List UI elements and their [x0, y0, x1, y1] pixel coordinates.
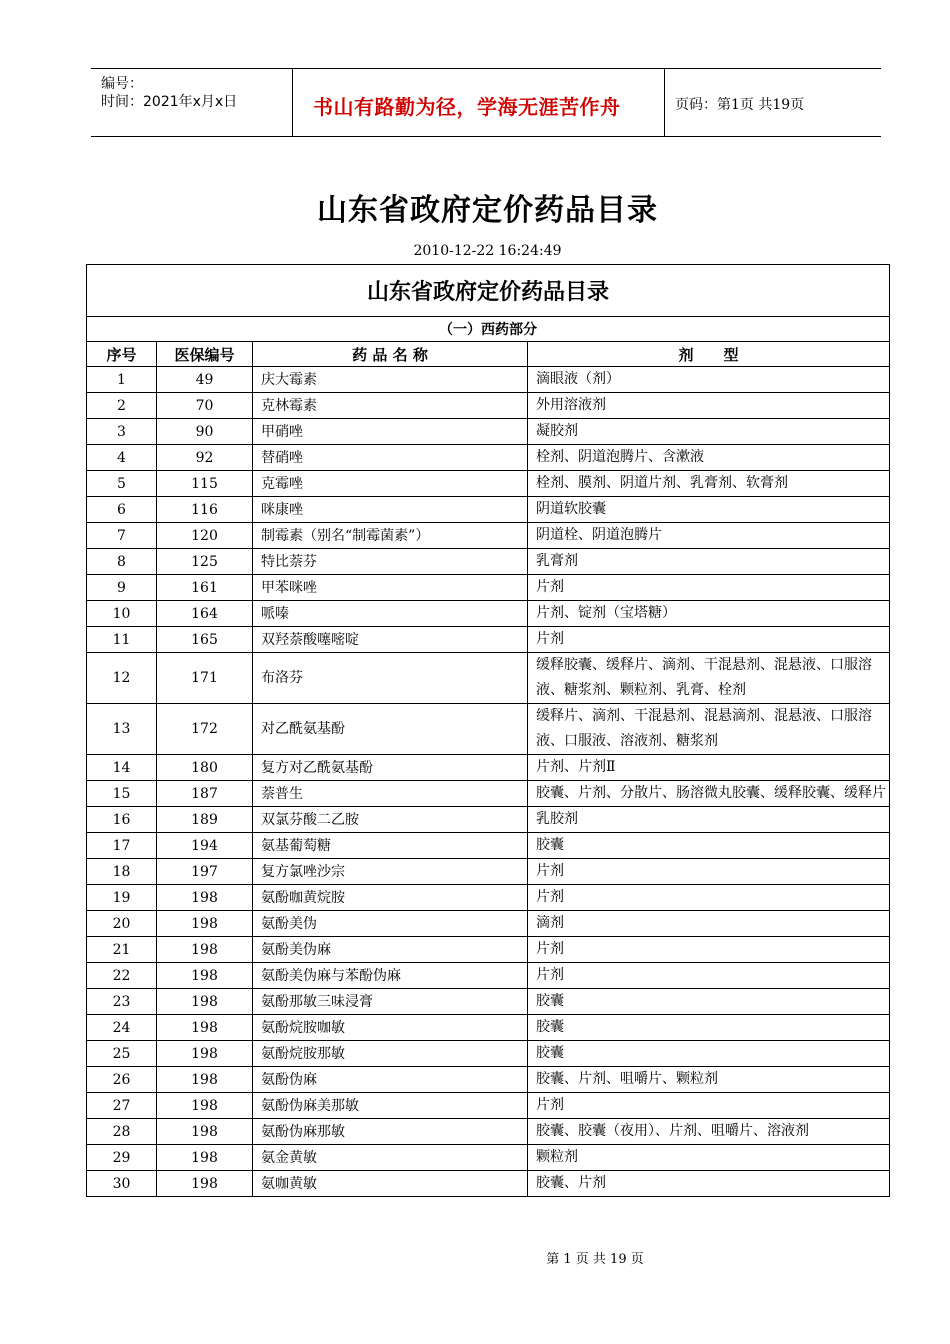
table-row [87, 653, 890, 704]
cell-index: 22 [87, 963, 157, 989]
header-slogan: 书山有路勤为径，学海无涯苦作舟 [313, 95, 621, 119]
footer-page-text: 第 1 页 共 19 页 [546, 1252, 644, 1267]
cell-index: 1 [87, 367, 157, 393]
table-row [87, 963, 890, 989]
table-row [87, 471, 890, 497]
header-page-cell [665, 69, 881, 136]
cell-dosage-form: 栓剂、阴道泡腾片、含漱液 [528, 445, 890, 471]
cell-drug-name: 甲苯咪唑 [253, 575, 528, 601]
cell-drug-name: 复方对乙酰氨基酚 [253, 755, 528, 781]
cell-insurance-code: 180 [157, 755, 253, 781]
cell-drug-name: 对乙酰氨基酚 [253, 704, 528, 755]
cell-drug-name: 氨酚烷胺那敏 [253, 1041, 528, 1067]
cell-dosage-form: 胶囊、片剂、咀嚼片、颗粒剂 [528, 1067, 890, 1093]
cell-drug-name: 庆大霉素 [253, 367, 528, 393]
table-row [87, 833, 890, 859]
cell-dosage-form: 滴剂 [528, 911, 890, 937]
cell-dosage-form: 片剂、锭剂（宝塔糖） [528, 601, 890, 627]
number-label: 编号： [101, 76, 143, 92]
cell-insurance-code: 189 [157, 807, 253, 833]
column-header-insurance-code: 医保编号 [157, 342, 253, 367]
table-row [87, 885, 890, 911]
cell-dosage-form: 片剂、片剂Ⅱ [528, 755, 890, 781]
cell-insurance-code: 187 [157, 781, 253, 807]
cell-drug-name: 复方氯唑沙宗 [253, 859, 528, 885]
cell-drug-name: 氨酚烷胺咖敏 [253, 1015, 528, 1041]
cell-index: 18 [87, 859, 157, 885]
column-header-index: 序号 [87, 342, 157, 367]
cell-insurance-code: 116 [157, 497, 253, 523]
table-section-row [87, 317, 890, 342]
cell-insurance-code: 198 [157, 1171, 253, 1197]
cell-dosage-form: 滴眼液（剂） [528, 367, 890, 393]
table-row [87, 911, 890, 937]
drug-catalog-table [86, 264, 890, 1197]
cell-drug-name: 氨基葡萄糖 [253, 833, 528, 859]
cell-insurance-code: 197 [157, 859, 253, 885]
cell-index: 30 [87, 1171, 157, 1197]
cell-dosage-form: 片剂 [528, 885, 890, 911]
cell-dosage-form: 胶囊、片剂 [528, 1171, 890, 1197]
time-label: 时间：2021年x月x日 [101, 94, 238, 110]
cell-insurance-code: 198 [157, 1119, 253, 1145]
table-row [87, 989, 890, 1015]
table-row [87, 367, 890, 393]
cell-index: 14 [87, 755, 157, 781]
cell-insurance-code: 70 [157, 393, 253, 419]
cell-insurance-code: 120 [157, 523, 253, 549]
cell-dosage-form: 片剂 [528, 575, 890, 601]
cell-insurance-code: 171 [157, 653, 253, 704]
cell-insurance-code: 49 [157, 367, 253, 393]
table-row [87, 807, 890, 833]
cell-drug-name: 氨酚美伪 [253, 911, 528, 937]
cell-drug-name: 萘普生 [253, 781, 528, 807]
cell-drug-name: 克霉唑 [253, 471, 528, 497]
cell-index: 25 [87, 1041, 157, 1067]
cell-index: 21 [87, 937, 157, 963]
cell-insurance-code: 164 [157, 601, 253, 627]
page-footer [0, 1248, 950, 1267]
document-date: 2010-12-22 16:24:49 [413, 243, 562, 259]
header-meta [91, 69, 293, 136]
table-title-row [87, 265, 890, 317]
cell-drug-name: 双氯芬酸二乙胺 [253, 807, 528, 833]
table-row [87, 419, 890, 445]
cell-index: 13 [87, 704, 157, 755]
table-row [87, 601, 890, 627]
cell-dosage-form: 缓释片、滴剂、干混悬剂、混悬滴剂、混悬液、口服溶液、口服液、溶液剂、糖浆剂 [528, 704, 890, 755]
header-page-info: 页码：第1页 共19页 [675, 97, 805, 113]
table-row [87, 704, 890, 755]
cell-dosage-form: 缓释胶囊、缓释片、滴剂、干混悬剂、混悬液、口服溶液、糖浆剂、颗粒剂、乳膏、栓剂 [528, 653, 890, 704]
cell-drug-name: 氨金黄敏 [253, 1145, 528, 1171]
cell-dosage-form: 片剂 [528, 1093, 890, 1119]
table-row [87, 1067, 890, 1093]
cell-insurance-code: 198 [157, 1067, 253, 1093]
cell-insurance-code: 198 [157, 1093, 253, 1119]
table-row [87, 781, 890, 807]
cell-drug-name: 氨酚咖黄烷胺 [253, 885, 528, 911]
cell-dosage-form: 片剂 [528, 627, 890, 653]
cell-index: 23 [87, 989, 157, 1015]
cell-index: 7 [87, 523, 157, 549]
cell-insurance-code: 198 [157, 963, 253, 989]
cell-dosage-form: 乳膏剂 [528, 549, 890, 575]
cell-index: 5 [87, 471, 157, 497]
table-section: （一）西药部分 [87, 317, 890, 342]
cell-index: 3 [87, 419, 157, 445]
table-row [87, 1015, 890, 1041]
cell-drug-name: 双羟萘酸噻嘧啶 [253, 627, 528, 653]
cell-dosage-form: 胶囊、片剂、分散片、肠溶微丸胶囊、缓释胶囊、缓释片 [528, 781, 890, 807]
cell-drug-name: 氨酚伪麻那敏 [253, 1119, 528, 1145]
table-row [87, 755, 890, 781]
cell-drug-name: 氨酚美伪麻 [253, 937, 528, 963]
cell-index: 19 [87, 885, 157, 911]
cell-dosage-form: 胶囊 [528, 1041, 890, 1067]
cell-insurance-code: 198 [157, 885, 253, 911]
cell-index: 16 [87, 807, 157, 833]
cell-dosage-form: 阴道栓、阴道泡腾片 [528, 523, 890, 549]
table-row [87, 497, 890, 523]
cell-dosage-form: 外用溶液剂 [528, 393, 890, 419]
cell-drug-name: 布洛芬 [253, 653, 528, 704]
column-header-drug-name: 药 品 名 称 [253, 342, 528, 367]
table-row [87, 1171, 890, 1197]
cell-drug-name: 替硝唑 [253, 445, 528, 471]
cell-dosage-form: 胶囊 [528, 1015, 890, 1041]
cell-drug-name: 氨酚那敏三味浸膏 [253, 989, 528, 1015]
cell-index: 11 [87, 627, 157, 653]
cell-insurance-code: 198 [157, 989, 253, 1015]
cell-dosage-form: 乳胶剂 [528, 807, 890, 833]
table-row [87, 445, 890, 471]
table-row [87, 859, 890, 885]
document-title: 山东省政府定价药品目录 [317, 193, 658, 228]
cell-drug-name: 特比萘芬 [253, 549, 528, 575]
cell-dosage-form: 颗粒剂 [528, 1145, 890, 1171]
table-row [87, 627, 890, 653]
cell-index: 27 [87, 1093, 157, 1119]
cell-insurance-code: 198 [157, 1015, 253, 1041]
cell-insurance-code: 198 [157, 937, 253, 963]
cell-dosage-form: 阴道软胶囊 [528, 497, 890, 523]
cell-insurance-code: 165 [157, 627, 253, 653]
cell-index: 4 [87, 445, 157, 471]
cell-dosage-form: 凝胶剂 [528, 419, 890, 445]
cell-insurance-code: 90 [157, 419, 253, 445]
table-row [87, 523, 890, 549]
header-slogan-cell [293, 69, 665, 136]
page-header [91, 68, 881, 137]
table-row [87, 1041, 890, 1067]
cell-index: 29 [87, 1145, 157, 1171]
cell-index: 6 [87, 497, 157, 523]
cell-drug-name: 克林霉素 [253, 393, 528, 419]
table-row [87, 937, 890, 963]
table-row [87, 1093, 890, 1119]
cell-index: 12 [87, 653, 157, 704]
cell-dosage-form: 胶囊 [528, 989, 890, 1015]
cell-index: 2 [87, 393, 157, 419]
cell-index: 28 [87, 1119, 157, 1145]
cell-insurance-code: 172 [157, 704, 253, 755]
cell-drug-name: 制霉素（别名“制霉菌素”） [253, 523, 528, 549]
table-header-row [87, 342, 890, 367]
cell-insurance-code: 161 [157, 575, 253, 601]
cell-drug-name: 氨咖黄敏 [253, 1171, 528, 1197]
cell-insurance-code: 125 [157, 549, 253, 575]
cell-index: 26 [87, 1067, 157, 1093]
cell-insurance-code: 198 [157, 911, 253, 937]
cell-index: 17 [87, 833, 157, 859]
cell-insurance-code: 198 [157, 1145, 253, 1171]
table-row [87, 393, 890, 419]
cell-dosage-form: 片剂 [528, 963, 890, 989]
cell-drug-name: 氨酚美伪麻与苯酚伪麻 [253, 963, 528, 989]
cell-insurance-code: 92 [157, 445, 253, 471]
table-title: 山东省政府定价药品目录 [87, 265, 890, 317]
cell-dosage-form: 片剂 [528, 859, 890, 885]
cell-insurance-code: 115 [157, 471, 253, 497]
column-header-dosage-form: 剂 型 [528, 342, 890, 367]
table-body [87, 367, 890, 1197]
cell-dosage-form: 胶囊 [528, 833, 890, 859]
cell-index: 20 [87, 911, 157, 937]
cell-drug-name: 甲硝唑 [253, 419, 528, 445]
table-row [87, 1145, 890, 1171]
cell-dosage-form: 栓剂、膜剂、阴道片剂、乳膏剂、软膏剂 [528, 471, 890, 497]
cell-insurance-code: 198 [157, 1041, 253, 1067]
cell-dosage-form: 胶囊、胶囊（夜用）、片剂、咀嚼片、溶液剂 [528, 1119, 890, 1145]
cell-insurance-code: 194 [157, 833, 253, 859]
cell-index: 15 [87, 781, 157, 807]
cell-drug-name: 哌嗪 [253, 601, 528, 627]
table-row [87, 575, 890, 601]
cell-index: 9 [87, 575, 157, 601]
table-row [87, 1119, 890, 1145]
cell-index: 10 [87, 601, 157, 627]
cell-drug-name: 咪康唑 [253, 497, 528, 523]
table-row [87, 549, 890, 575]
cell-index: 8 [87, 549, 157, 575]
cell-drug-name: 氨酚伪麻 [253, 1067, 528, 1093]
cell-dosage-form: 片剂 [528, 937, 890, 963]
cell-drug-name: 氨酚伪麻美那敏 [253, 1093, 528, 1119]
cell-index: 24 [87, 1015, 157, 1041]
